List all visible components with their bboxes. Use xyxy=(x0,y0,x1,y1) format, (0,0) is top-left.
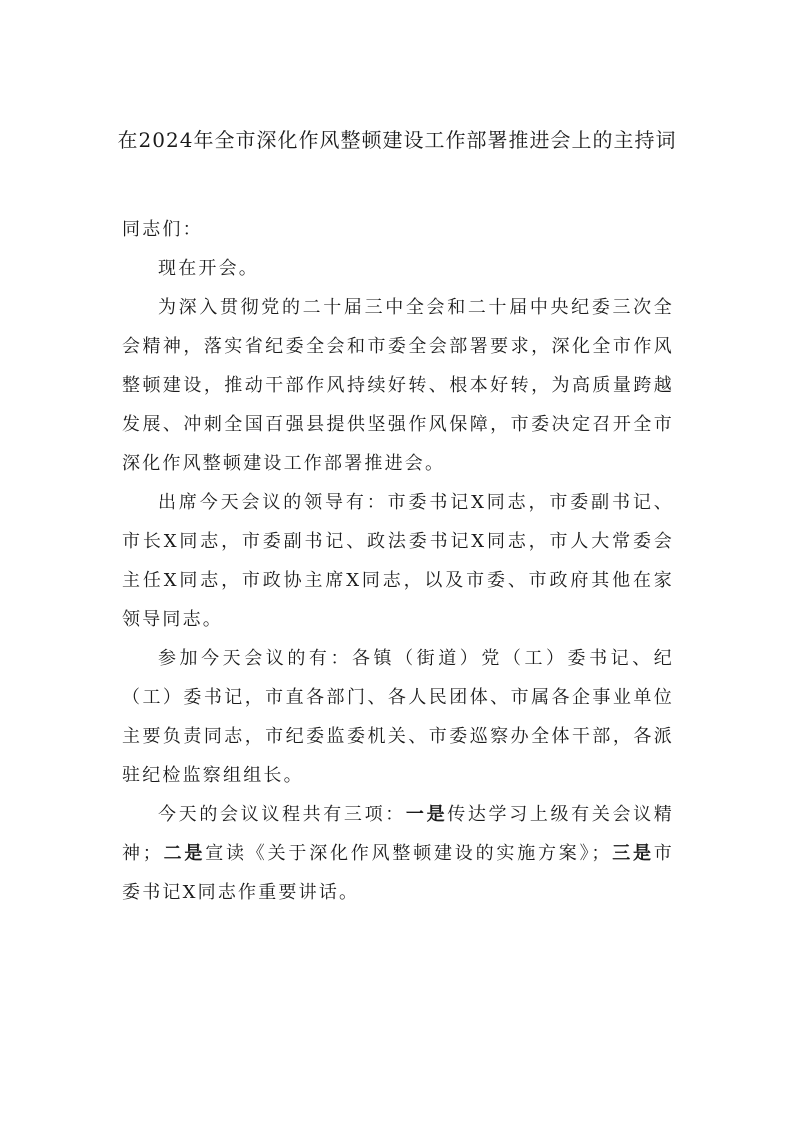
paragraph-attending-leaders: 出席今天会议的领导有：市委书记X同志，市委副书记、市长X同志，市委副书记、政法委书记X同志，市人大常委会主任X同志，市政协主席X同志，以及市委、市政府其他在家领导同志。 xyxy=(122,492,674,630)
document-title: 在2024年全市深化作风整顿建设工作部署推进会上的主持词 xyxy=(117,128,677,152)
paragraph-participants: 参加今天会议的有：各镇（街道）党（工）委书记、纪（工）委书记，市直各部门、各人民团体、市属各企事业单位主要负责同志，市纪委监委机关、市委巡察办全体干部，各派驻纪检监察组组长。 xyxy=(122,648,674,786)
agenda-item-2-text: 宣读《关于深化作风整顿建设的实施方案》； xyxy=(205,843,612,864)
paragraph-agenda xyxy=(122,795,674,912)
agenda-intro: 今天的会议议程共有三项： xyxy=(158,804,406,825)
agenda-item-3-marker: 三是 xyxy=(611,843,654,864)
agenda-item-3-text: 市委书记X同志作重要讲话。 xyxy=(122,843,674,903)
salutation: 同志们： xyxy=(122,219,203,240)
paragraph-purpose: 为深入贯彻党的二十届三中全会和二十届中央纪委三次全会精神，落实省纪委全会和市委全会部署要求，深化全市作风整顿建设，推动干部作风持续好转、根本好转，为高质量跨越发展、冲刺全国百强县提供坚强作风保障，市委决定召开全市深化作风整顿建设工作部署推进会。 xyxy=(122,297,674,474)
document-body xyxy=(122,210,674,912)
agenda-item-1-marker: 一是 xyxy=(405,804,448,825)
agenda-item-2-marker: 二是 xyxy=(163,843,206,864)
paragraph-opening: 现在开会。 xyxy=(158,258,259,279)
agenda-item-1-text: 传达学习上级有关会议精神； xyxy=(122,804,675,864)
